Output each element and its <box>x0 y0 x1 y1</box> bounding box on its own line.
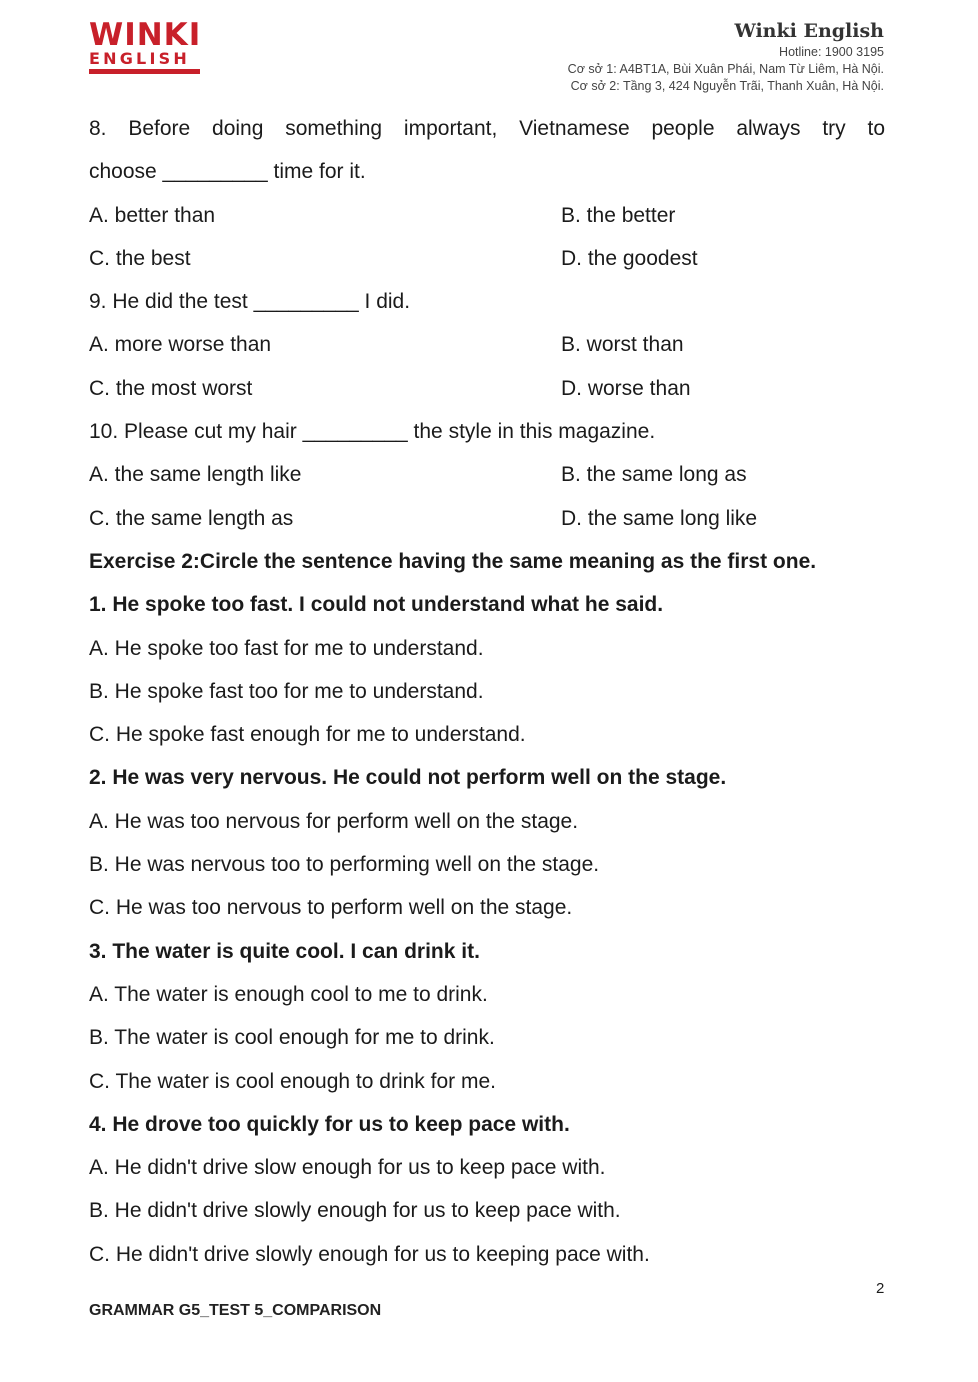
logo-underline <box>89 69 200 74</box>
ex2-q3-option-a: A. The water is enough cool to me to drink. <box>89 982 488 1006</box>
question-8-line-1: 8. Before doing something important, Vietnamese people always try to <box>89 117 885 140</box>
ex2-q3-option-b: B. The water is cool enough for me to drink. <box>89 1026 495 1050</box>
option-b: B. the same long as <box>561 463 747 487</box>
option-a: A. the same length like <box>89 463 302 487</box>
brand-name: Winki English <box>734 20 884 42</box>
ex2-q1-option-a: A. He spoke too fast for me to understand. <box>89 636 484 660</box>
question-9-options-row-2 <box>89 367 885 410</box>
question-10: 10. Please cut my hair _________ the style in this magazine. <box>89 420 656 444</box>
ex2-q2-option-c: C. He was too nervous to perform well on the stage. <box>89 896 573 920</box>
ex2-question-1: 1. He spoke too fast. I could not understand what he said. <box>89 593 664 617</box>
question-8-options-row-1 <box>89 194 885 237</box>
question-10-options-row-2 <box>89 497 885 540</box>
brand-info <box>568 18 884 95</box>
option-a: A. better than <box>89 203 216 227</box>
ex2-q2-option-b: B. He was nervous too to performing well on the stage. <box>89 853 600 877</box>
option-c: C. the same length as <box>89 506 294 530</box>
ex2-q4-option-a: A. He didn't drive slow enough for us to keep pace with. <box>89 1156 606 1180</box>
ex2-q4-option-b: B. He didn't drive slowly enough for us to keep pace with. <box>89 1199 621 1223</box>
ex2-question-4: 4. He drove too quickly for us to keep pace with. <box>89 1112 570 1136</box>
question-9: 9. He did the test _________ I did. <box>89 290 411 314</box>
logo-top-text: WINKI <box>89 17 202 53</box>
ex2-q4-option-c: C. He didn't drive slowly enough for us to keeping pace with. <box>89 1242 650 1266</box>
option-d: D. the goodest <box>561 246 698 270</box>
page-header <box>0 0 978 110</box>
option-b: B. the better <box>561 203 676 227</box>
option-d: D. the same long like <box>561 506 758 530</box>
question-8-options-row-2 <box>89 237 885 280</box>
address-1: Cơ sở 1: A4BT1A, Bùi Xuân Phái, Nam Từ Liêm, Hà Nội. <box>567 62 884 76</box>
winki-logo <box>89 17 202 74</box>
option-d: D. worse than <box>561 376 691 400</box>
option-c: C. the best <box>89 246 191 270</box>
address-2: Cơ sở 2: Tầng 3, 424 Nguyễn Trãi, Thanh Xuân, Hà Nội. <box>570 79 884 93</box>
option-c: C. the most worst <box>89 376 253 400</box>
option-b: B. worst than <box>561 333 684 357</box>
worksheet-content <box>89 107 885 1276</box>
ex2-question-3: 3. The water is quite cool. I can drink it. <box>89 939 480 963</box>
ex2-q2-option-a: A. He was too nervous for perform well on the stage. <box>89 809 579 833</box>
option-a: A. more worse than <box>89 333 272 357</box>
page-number: 2 <box>876 1280 885 1297</box>
page-footer: GRAMMAR G5_TEST 5_COMPARISON <box>89 1302 382 1319</box>
question-8-line-2: choose _________ time for it. <box>89 160 366 184</box>
logo-bottom-text: ENGLISH <box>89 49 190 68</box>
ex2-q1-option-b: B. He spoke fast too for me to understand. <box>89 679 484 703</box>
question-10-options-row-1 <box>89 453 885 496</box>
ex2-q3-option-c: C. The water is cool enough to drink for me. <box>89 1069 496 1093</box>
exercise-2-title: Exercise 2:Circle the sentence having the same meaning as the first one. <box>89 549 817 573</box>
ex2-question-2: 2. He was very nervous. He could not perform well on the stage. <box>89 766 727 790</box>
question-9-options-row-1 <box>89 323 885 366</box>
hotline: Hotline: 1900 3195 <box>779 45 884 59</box>
ex2-q1-option-c: C. He spoke fast enough for me to understand. <box>89 723 526 747</box>
